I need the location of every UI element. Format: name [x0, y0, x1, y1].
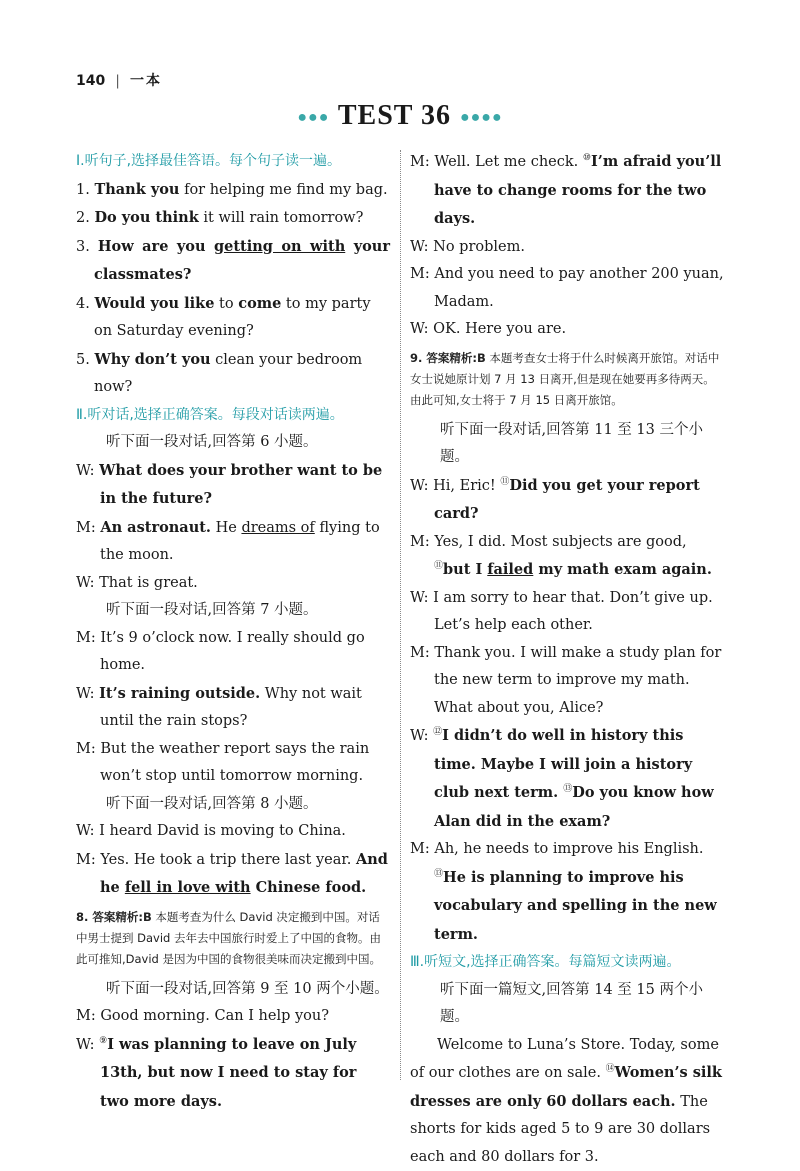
dialogue-line: W: Hi, Eric! ⑪Did you get your report card? [410, 472, 724, 529]
circled-number-mark: ⑭ [606, 1064, 615, 1074]
dialogue-line: M: It’s 9 o’clock now. I really should go home. [76, 625, 390, 680]
dialogue-line: M: Well. Let me check. ⑩I’m afraid you’ll have to change rooms for the two days. [410, 148, 724, 234]
page-number: 140 [76, 73, 105, 89]
intro-q11-13: 听下面一段对话,回答第 11 至 13 三个小题。 [410, 417, 724, 472]
circled-number-mark: ⑬ [563, 784, 572, 794]
dialogue-line: W: What does your brother want to be in the future? [76, 457, 390, 514]
dialogue-line: W: ⑨I was planning to leave on July 13th, but now I need to stay for two more days. [76, 1031, 390, 1117]
brand-logo: 一本 [130, 73, 162, 89]
question-1: 1. Thank you for helping me find my bag. [76, 176, 390, 205]
section-heading-3: Ⅲ.听短文,选择正确答案。每篇短文读两遍。 [410, 949, 724, 977]
test-title [0, 100, 800, 132]
dialogue-line: W: OK. Here you are. [410, 316, 724, 344]
header-separator: | [115, 73, 120, 89]
dialogue-line: W: I am sorry to hear that. Don’t give up. Let’s help each other. [410, 585, 724, 640]
page-header [76, 70, 162, 90]
dialogue-line: M: Thank you. I will make a study plan for the new term to improve my math. What about you, Alice? [410, 640, 724, 723]
dialogue-line: W: It’s raining outside. Why not wait until the rain stops? [76, 680, 390, 736]
dialogue-line: W: ⑫I didn’t do well in history this time. Maybe I will join a history club next term. ⑬Do you know how Alan did in the exam? [410, 722, 724, 836]
circled-number-mark: ⑪ [434, 561, 443, 571]
dialogue-line: W: No problem. [410, 234, 724, 262]
dialogue-line: M: Yes, I did. Most subjects are good, ⑪but I failed my math exam again. [410, 529, 724, 585]
question-3: 3. How are you getting on with your classmates? [76, 233, 390, 290]
title-dots-right: ●●●● [460, 109, 503, 126]
circled-number-mark: ⑬ [434, 869, 443, 879]
intro-q9-10: 听下面一段对话,回答第 9 至 10 两个小题。 [76, 976, 390, 1004]
circled-number-mark: ⑪ [500, 477, 509, 487]
question-5: 5. Why don’t you clean your bedroom now? [76, 346, 390, 402]
dialogue-line: M: Yes. He took a trip there last year. And he fell in love with Chinese food. [76, 846, 390, 903]
answer-analysis-8: 8. 答案精析:B 本题考查为什么 David 决定搬到中国。对话中男士提到 David 去年去中国旅行时爱上了中国的食物。由此可推知,David 是因为中国的食物很美味而决定搬到中国。 [76, 907, 390, 970]
dialogue-line: M: But the weather report says the rain won’t stop until tomorrow morning. [76, 736, 390, 791]
left-column [76, 148, 390, 1116]
dialogue-line: W: I heard David is moving to China. [76, 818, 390, 846]
title-dots-left: ●●● [297, 109, 329, 126]
dialogue-line: M: Good morning. Can I help you? [76, 1003, 390, 1031]
passage-paragraph: Welcome to Luna’s Store. Today, some of our clothes are on sale. ⑭Women’s silk dresses are only 60 dollars each. The shorts for kids aged 5 to 9 are 30 dollars each and 80 dollars for 3. [410, 1032, 724, 1171]
answer-analysis-9: 9. 答案精析:B 本题考查女士将于什么时候离开旅馆。对话中女士说她原计划 7 月 13 日离开,但是现在她要再多待两天。由此可知,女士将于 7 月 15 日离开旅馆。 [410, 348, 724, 411]
section-heading-1: Ⅰ.听句子,选择最佳答语。每个句子读一遍。 [76, 148, 390, 176]
column-divider [400, 150, 402, 1080]
dialogue-line: M: An astronaut. He dreams of flying to the moon. [76, 514, 390, 570]
dialogue-line: W: That is great. [76, 570, 390, 598]
question-2: 2. Do you think it will rain tomorrow? [76, 204, 390, 233]
intro-q14-15: 听下面一篇短文,回答第 14 至 15 两个小题。 [410, 977, 724, 1032]
intro-q6: 听下面一段对话,回答第 6 小题。 [76, 429, 390, 457]
intro-q7: 听下面一段对话,回答第 7 小题。 [76, 597, 390, 625]
question-4: 4. Would you like to come to my party on Saturday evening? [76, 290, 390, 346]
dialogue-line: M: And you need to pay another 200 yuan, Madam. [410, 261, 724, 316]
title-text: TEST 36 [338, 100, 451, 131]
right-column [410, 148, 724, 1171]
section-heading-2: Ⅱ.听对话,选择正确答案。每段对话读两遍。 [76, 402, 390, 430]
intro-q8: 听下面一段对话,回答第 8 小题。 [76, 791, 390, 819]
circled-number-mark: ⑩ [583, 153, 591, 163]
circled-number-mark: ⑨ [99, 1036, 107, 1046]
circled-number-mark: ⑫ [433, 727, 442, 737]
dialogue-line: M: Ah, he needs to improve his English. ⑬He is planning to improve his vocabulary and spelling in the new term. [410, 836, 724, 949]
